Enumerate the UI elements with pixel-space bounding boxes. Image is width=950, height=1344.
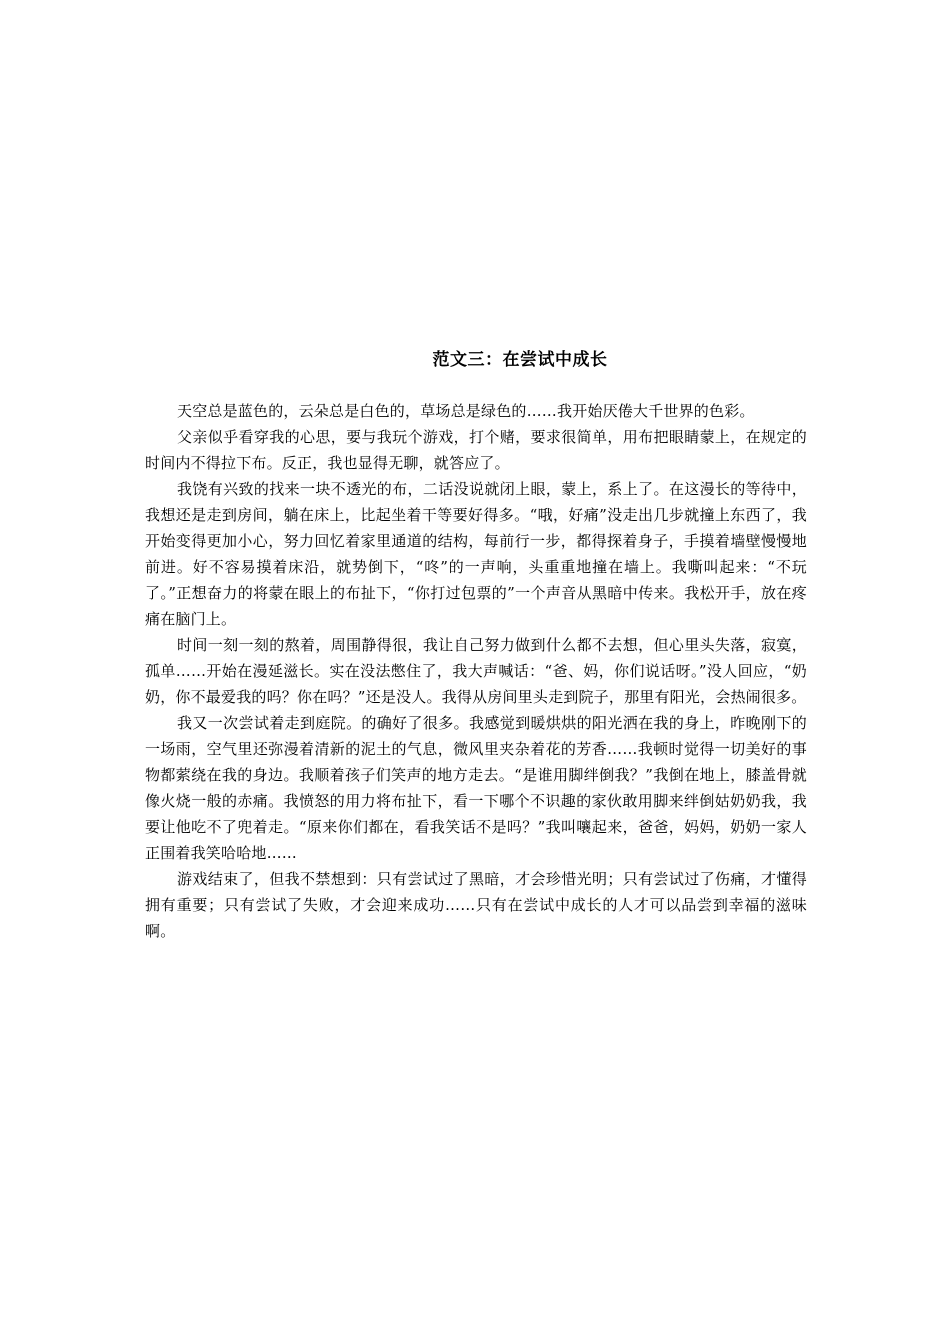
essay-body: [145, 398, 807, 944]
paragraph-4: 时间一刻一刻的熬着，周围静得很，我让自己努力做到什么都不去想，但心里头失落，寂寞，孤单……开始在漫延滋长。实在没法憋住了，我大声喊话：“爸、妈，你们说话呀。”没人回应，“奶奶，你不最爱我的吗？你在吗？”还是没人。我得从房间里头走到院子，那里有阳光，会热闹很多。: [145, 636, 807, 706]
paragraph-1: 天空总是蓝色的，云朵总是白色的，草场总是绿色的……我开始厌倦大千世界的色彩。: [177, 402, 755, 420]
paragraph-2: 父亲似乎看穿我的心思，要与我玩个游戏，打个赌，要求很简单，用布把眼睛蒙上，在规定的时间内不得拉下布。反正，我也显得无聊，就答应了。: [145, 428, 807, 472]
paragraph-3: 我饶有兴致的找来一块不透光的布，二话没说就闭上眼，蒙上，系上了。在这漫长的等待中，我想还是走到房间，躺在床上，比起坐着干等要好得多。“哦，好痛”没走出几步就撞上东西了，我开始变得更加小心，努力回忆着家里通道的结构，每前行一步，都得探着身子，手摸着墙壁慢慢地前进。好不容易摸着床沿，就势倒下，“咚”的一声响，头重重地撞在墙上。我嘶叫起来：“不玩了。”正想奋力的将蒙在眼上的布扯下，“你打过包票的”一个声音从黑暗中传来。我松开手，放在疼痛在脑门上。: [145, 480, 807, 628]
essay-title: 范文三：在尝试中成长: [432, 350, 608, 370]
paragraph-6: 游戏结束了，但我不禁想到：只有尝试过了黑暗，才会珍惜光明；只有尝试过了伤痛，才懂得拥有重要；只有尝试了失败，才会迎来成功……只有在尝试中成长的人才可以品尝到幸福的滋味啊。: [145, 870, 807, 940]
paragraph-5: 我又一次尝试着走到庭院。的确好了很多。我感觉到暖烘烘的阳光洒在我的身上，昨晚刚下的一场雨，空气里还弥漫着清新的泥土的气息，微风里夹杂着花的芳香……我顿时觉得一切美好的事物都萦绕在我的身边。我顺着孩子们笑声的地方走去。“是谁用脚绊倒我？”我倒在地上，膝盖骨就像火烧一般的赤痛。我愤怒的用力将布扯下，看一下哪个不识趣的家伙敢用脚来绊倒姑奶奶我，我要让他吃不了兜着走。“原来你们都在，看我笑话不是吗？”我叫嚷起来，爸爸，妈妈，奶奶一家人正围着我笑哈哈地……: [145, 714, 807, 862]
